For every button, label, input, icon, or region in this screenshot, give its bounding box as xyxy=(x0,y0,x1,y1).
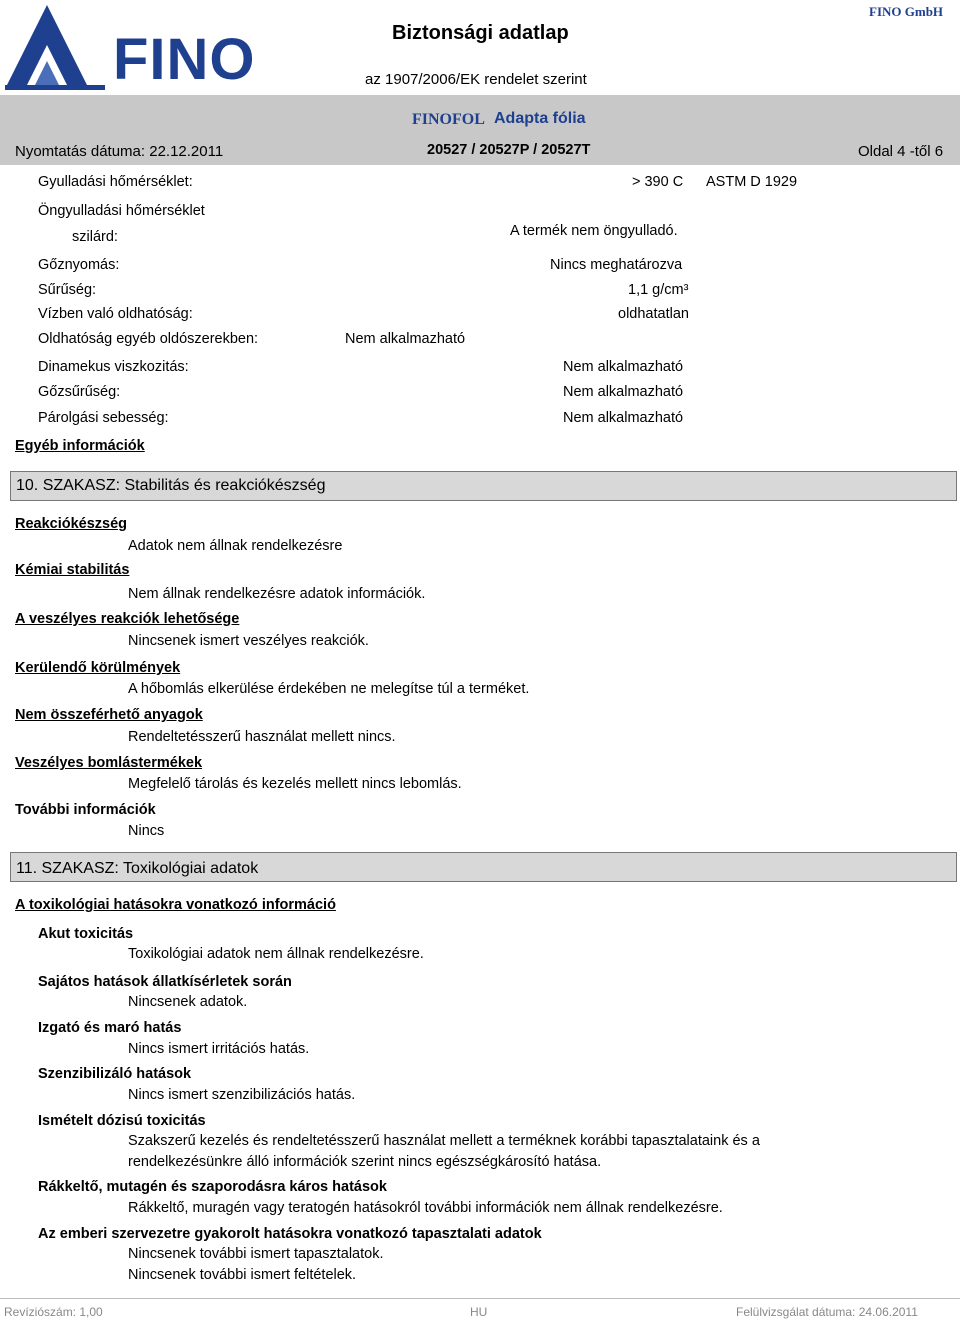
s11-heading-acute-toxicity: Akut toxicitás xyxy=(38,926,134,942)
section-11-title: 11. SZAKASZ: Toxikológiai adatok xyxy=(16,860,259,877)
prop-flash-value: > 390 C xyxy=(632,174,684,190)
s10-text-chemical-stability: Nem állnak rendelkezésre adatok információk. xyxy=(128,586,426,602)
prop-water-solubility-label: Vízben való oldhatóság: xyxy=(38,306,193,322)
prop-autoignition-label: Öngyulladási hőmérséklet xyxy=(38,203,205,219)
prop-other-solubility-label: Oldhatóság egyéb oldószerekben: xyxy=(38,331,259,347)
prop-flash-label: Gyulladási hőmérséklet: xyxy=(38,174,193,190)
s11-text-human-experience-line1: Nincsenek további ismert tapasztalatok. xyxy=(128,1246,384,1262)
footer-review-date: Felülvizsgálat dátuma: 24.06.2011 xyxy=(736,1305,918,1319)
s11-subheading: A toxikológiai hatásokra vonatkozó információ xyxy=(15,897,336,913)
s10-text-decomposition-products: Megfelelő tárolás és kezelés mellett nincs lebomlás. xyxy=(128,776,462,792)
s10-heading-conditions-to-avoid: Kerülendő körülmények xyxy=(15,660,181,676)
section-10-bar xyxy=(10,471,957,501)
s11-text-sensitization: Nincs ismert szenzibilizációs hatás. xyxy=(128,1087,356,1103)
s10-heading-chemical-stability: Kémiai stabilitás xyxy=(15,562,130,578)
s11-text-acute-toxicity: Toxikológiai adatok nem állnak rendelkezésre. xyxy=(128,946,424,962)
print-date: Nyomtatás dátuma: 22.12.2011 xyxy=(15,143,224,160)
s11-heading-repeated-dose: Ismételt dózisú toxicitás xyxy=(38,1113,206,1129)
footer-revision: Revíziószám: 1,00 xyxy=(4,1305,103,1319)
prop-autoignition-value: A termék nem öngyulladó. xyxy=(510,223,678,239)
prop-viscosity-label: Dinamekus viszkozitás: xyxy=(38,359,189,375)
page-number: Oldal 4 -től 6 xyxy=(858,143,944,160)
s10-text-conditions-to-avoid: A hőbomlás elkerülése érdekében ne melegítse túl a terméket. xyxy=(128,681,530,697)
s11-text-human-experience-line2: Nincsenek további ismert feltételek. xyxy=(128,1267,357,1283)
s11-text-repeated-dose-line2: rendelkezésünkre álló információk szerint nincs egészségkárosító hatása. xyxy=(128,1154,602,1170)
s10-text-reactivity: Adatok nem állnak rendelkezésre xyxy=(128,538,343,554)
prop-autoignition-sub: szilárd: xyxy=(72,229,118,245)
s11-text-irritation: Nincs ismert irritációs hatás. xyxy=(128,1041,310,1057)
s11-text-repeated-dose-line1: Szakszerű kezelés és rendeltetésszerű használat mellett a terméknek korábbi tapasztalataink és a xyxy=(128,1133,760,1149)
s11-heading-cmr: Rákkeltő, mutagén és szaporodásra káros hatások xyxy=(38,1179,387,1195)
s11-text-animal-tests: Nincsenek adatok. xyxy=(128,994,248,1010)
company-name: FINO GmbH xyxy=(869,4,944,19)
s10-heading-hazardous-reactions: A veszélyes reakciók lehetősége xyxy=(15,611,240,627)
s10-text-further-info: Nincs xyxy=(128,823,165,839)
prop-vapor-density-value: Nem alkalmazható xyxy=(563,384,684,400)
section-10-title: 10. SZAKASZ: Stabilitás és reakciókészség xyxy=(16,477,326,494)
other-info-heading: Egyéb információk xyxy=(15,438,145,454)
s10-text-hazardous-reactions: Nincsenek ismert veszélyes reakciók. xyxy=(128,633,369,649)
s10-heading-further-info: További információk xyxy=(15,802,156,818)
prop-flash-method: ASTM D 1929 xyxy=(706,174,798,190)
prop-vapor-pressure-value: Nincs meghatározva xyxy=(550,257,683,273)
s11-text-cmr: Rákkeltő, muragén vagy teratogén hatásokról további információk nem állnak rendelkezésre. xyxy=(128,1200,723,1216)
s11-heading-animal-tests: Sajátos hatások állatkísérletek során xyxy=(38,974,292,990)
document-subtitle: az 1907/2006/EK rendelet szerint xyxy=(365,71,587,88)
prop-other-solubility-value: Nem alkalmazható xyxy=(345,331,466,347)
s10-heading-reactivity: Reakciókészség xyxy=(15,516,128,532)
s10-heading-incompatible-materials: Nem összeférhető anyagok xyxy=(15,707,203,723)
brand-name: FINOFOL xyxy=(412,111,485,128)
prop-evaporation-value: Nem alkalmazható xyxy=(563,410,684,426)
prop-vapor-density-label: Gőzsűrűség: xyxy=(38,384,121,400)
s10-text-incompatible-materials: Rendeltetésszerű használat mellett nincs. xyxy=(128,729,396,745)
product-codes: 20527 / 20527P / 20527T xyxy=(427,142,591,158)
footer-language: HU xyxy=(470,1305,488,1319)
section-11-bar xyxy=(10,852,957,882)
prop-water-solubility-value: oldhatatlan xyxy=(618,306,689,322)
logo-text: FINO xyxy=(113,27,256,92)
product-name: Adapta fólia xyxy=(494,110,586,127)
s11-heading-irritation: Izgató és maró hatás xyxy=(38,1020,182,1036)
prop-evaporation-label: Párolgási sebesség: xyxy=(38,410,169,426)
prop-viscosity-value: Nem alkalmazható xyxy=(563,359,684,375)
fino-logo xyxy=(5,3,256,92)
footer-divider xyxy=(0,1298,960,1299)
document-title: Biztonsági adatlap xyxy=(392,22,569,44)
prop-vapor-pressure-label: Gőznyomás: xyxy=(38,257,120,273)
s11-heading-human-experience: Az emberi szervezetre gyakorolt hatásokra vonatkozó tapasztalati adatok xyxy=(38,1226,542,1242)
s11-heading-sensitization: Szenzibilizáló hatások xyxy=(38,1066,192,1082)
prop-density-label: Sűrűség: xyxy=(38,282,97,298)
s10-heading-decomposition-products: Veszélyes bomlástermékek xyxy=(15,755,203,771)
prop-density-value: 1,1 g/cm³ xyxy=(628,282,689,298)
